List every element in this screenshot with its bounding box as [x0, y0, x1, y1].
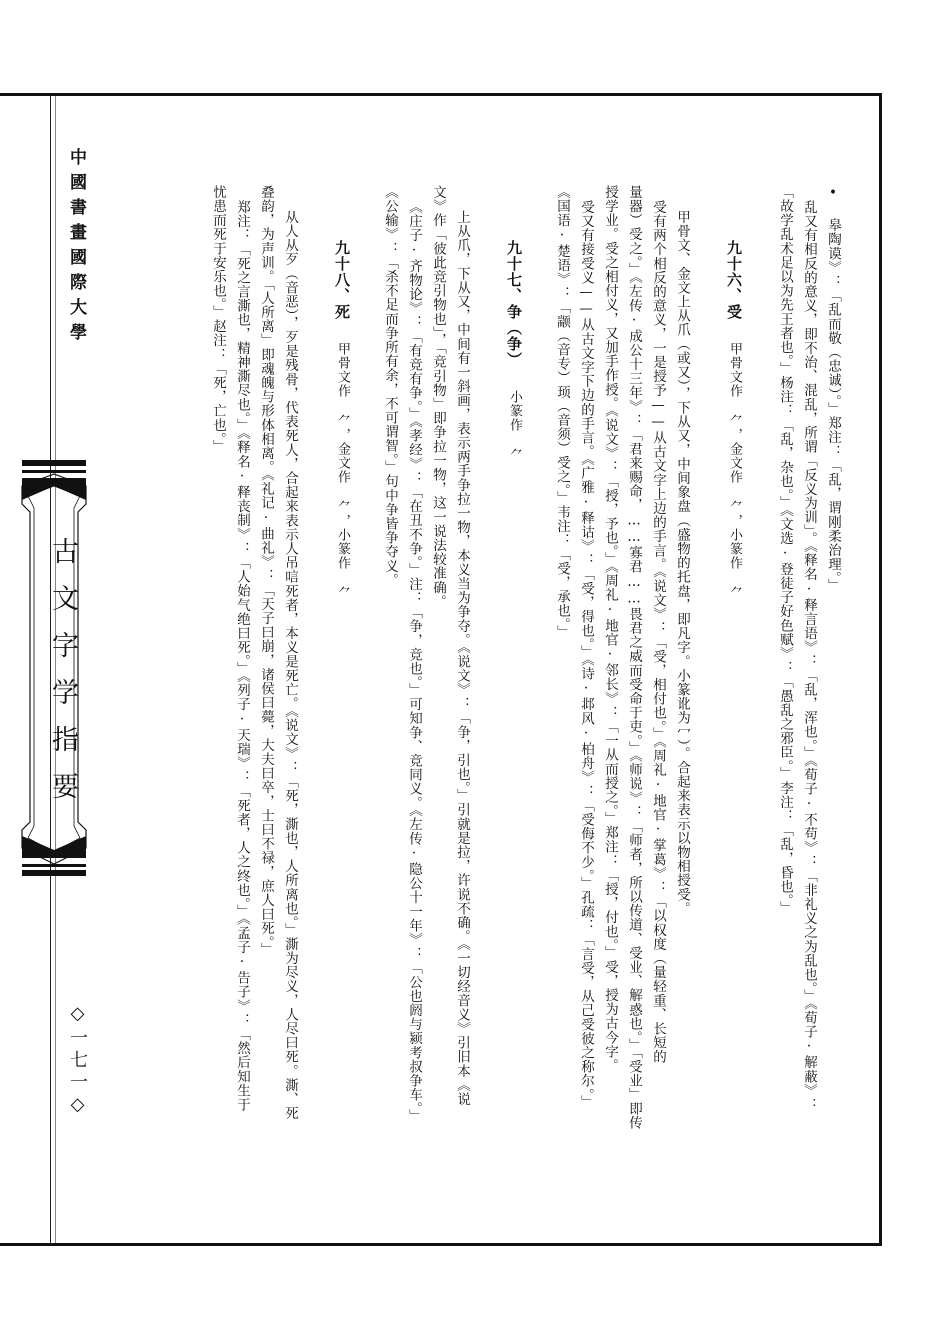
- text-column: 「故学乱术足以为先王者也。」杨注：「乱，杂也。」《文选·登徒子好色赋》：「愚乱之邪臣。」李注：「乱，昏也。」: [777, 185, 793, 916]
- section-heading-98: [332, 240, 353, 600]
- text-column: 乱又有相反的意义，即不治、混乱，所谓「反义为训」。《释名·释言语》：「乱，浑也。」《荀子·不苟》：「非礼义之为乱也。」《荀子·解蔽》：: [801, 200, 817, 1112]
- book-title-cartouche: [14, 460, 124, 890]
- publisher-name: 中國書畫國際大學: [66, 148, 86, 348]
- text-column: 量器）受之。」《左传·成公十三年》：「君来赐命，……寡君……畏君之威而受命于吏。」《师说》：「师者，所以传道、受业、解惑也。」「受业」即传: [626, 185, 642, 1130]
- glyph-forms: 甲骨文作 ⺈，金文作 ⺈，小篆作 ⺈: [335, 342, 350, 600]
- text-column: 《庄子·齐物论》：「有竞有争。」《孝经》：「在丑不争。」注：「争，竞也。」可知争、竞同义。《左传·隐公十一年》：「公也阏与颍考叔争车。」: [406, 200, 422, 1124]
- book-title: 古文字学指要: [47, 537, 78, 819]
- section-heading-97: [504, 240, 525, 462]
- text-column: 上从爪，下从又，中间有一斜画，表示两手争拉一物，本义当为争夺。《说文》：「争，引也。」引就是拉，许说不确。《一切经音义》引旧本《说: [454, 210, 470, 1107]
- text-column: 文》作「彼此竞引物也」，「竞引物」即争拉一物，这一说法较准确。: [430, 185, 446, 609]
- text-column: 《公输》：「杀不足而争所有余，不可谓智。」句中争皆争夺义。: [382, 185, 398, 588]
- text-column: 授学业。受之相付义，又加手作授。《说文》：「授，予也。」《周礼·地官·邻长》：「一从而授之。」郑注：「授，付也。」受，授为古今字。: [602, 185, 618, 1073]
- glyph-forms: 小篆作 ⺈: [507, 390, 522, 462]
- text-column: 受又有接受义——从古文字下边的手言。《广雅·释诂》：「受，得也。」《诗·邶风·柏舟》：「受侮不少。」孔疏：「言受，从己受彼之称尔。」: [578, 200, 594, 1110]
- text-column: 忧患而死于安乐也。」赵注：「死，亡也。」: [210, 185, 226, 454]
- glyph-forms: 甲骨文作 ⺈，金文作 ⺈，小篆作 ⺈: [727, 342, 742, 600]
- text-column: • 皋陶谟》：「乱而敬（忠诚）。」郑注：「乱，谓刚柔治理。」: [825, 185, 841, 593]
- text-column: 从人从歹（音恶），歹是残骨，代表死人，合起来表示人吊唁死者，本义是死亡。《说文》：「死，澌也，人所离也。」澌为尽义，人尽曰死。澌、死: [282, 210, 298, 1121]
- section-title: 九十七、争（争）: [505, 240, 523, 368]
- page-number: ◇一七一◇: [67, 1003, 88, 1119]
- text-column: 叠韵，为声训。「人所离」即魂魄与形体相离。《礼记·曲礼》：「天子曰崩，诸侯曰薨，大夫曰卒，士曰不禄，庶人曰死。」: [258, 185, 274, 957]
- text-column: 《国语·楚语》：「颛（音专）顼（音须）受之。」韦注：「受，承也。」: [554, 185, 570, 640]
- text-column: 甲骨文、金文上从爪（或又），下从又，中间象盘（盛物的托盘，即凡字。小篆讹为冖）。合起来表示以物相授受。: [674, 210, 690, 916]
- text-column: 受有两个相反的意义，一是授予——从古文字上边的手言。《说文》：「受，相付也。」《周礼·地官·掌葛》：「以权度（量轻重、长短的: [650, 200, 666, 1064]
- text-column: 郑注：「死之言澌也，精神澌尽也。」《释名·释丧制》：「人始气绝曰死。」《列子·天瑞》：「死者，人之终也。」《孟子·告子》：「然后知生于: [234, 200, 250, 1112]
- section-heading-96: [724, 240, 745, 600]
- section-title: 九十八、死: [333, 240, 351, 320]
- section-title: 九十六、受: [725, 240, 743, 320]
